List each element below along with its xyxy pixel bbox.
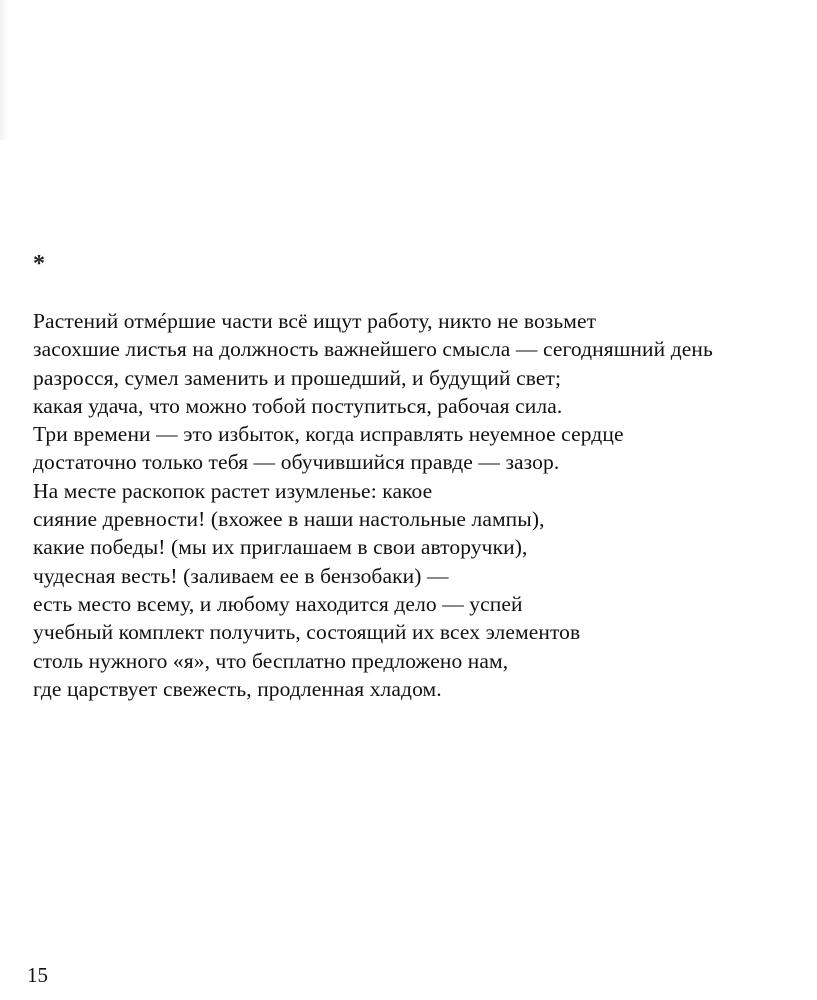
poem-text xyxy=(33,307,793,703)
poem-line: какая удача, что можно тобой поступиться, рабочая сила. xyxy=(33,393,563,418)
poem-line: разросся, сумел заменить и прошедший, и будущий свет; xyxy=(33,365,562,390)
poem-line: где царствует свежесть, продленная хладом. xyxy=(33,676,442,701)
poem-line: Растений отмéршие части всё ищут работу, никто не возьмет xyxy=(33,309,597,333)
poem-line: чудесная весть! (заливаем ее в бензобаки) — xyxy=(33,563,449,588)
section-separator: * xyxy=(33,251,45,277)
poem-line: есть место всему, и любому находится дело — успей xyxy=(33,591,523,616)
poem-line: сияние древности! (вхожее в наши настольные лампы), xyxy=(33,507,545,532)
poem-line: Три времени — это избыток, когда исправлять неуемное сердце xyxy=(33,422,624,447)
poem-line: учебный комплект получить, состоящий их всех элементов xyxy=(33,620,581,645)
poem-line: засохшие листья на должность важнейшего смысла — сегодняшний день xyxy=(33,337,713,362)
poem-line: какие победы! (мы их приглашаем в свои авторучки), xyxy=(33,535,528,560)
poem-line: достаточно только тебя — обучившийся правде — зазор. xyxy=(33,450,560,475)
page-number: 15 xyxy=(27,963,48,987)
page-edge-shadow xyxy=(0,0,8,140)
poem-line: столь нужного «я», что бесплатно предложено нам, xyxy=(33,648,509,673)
poem-line: На месте раскопок растет изумленье: какое xyxy=(33,478,433,503)
